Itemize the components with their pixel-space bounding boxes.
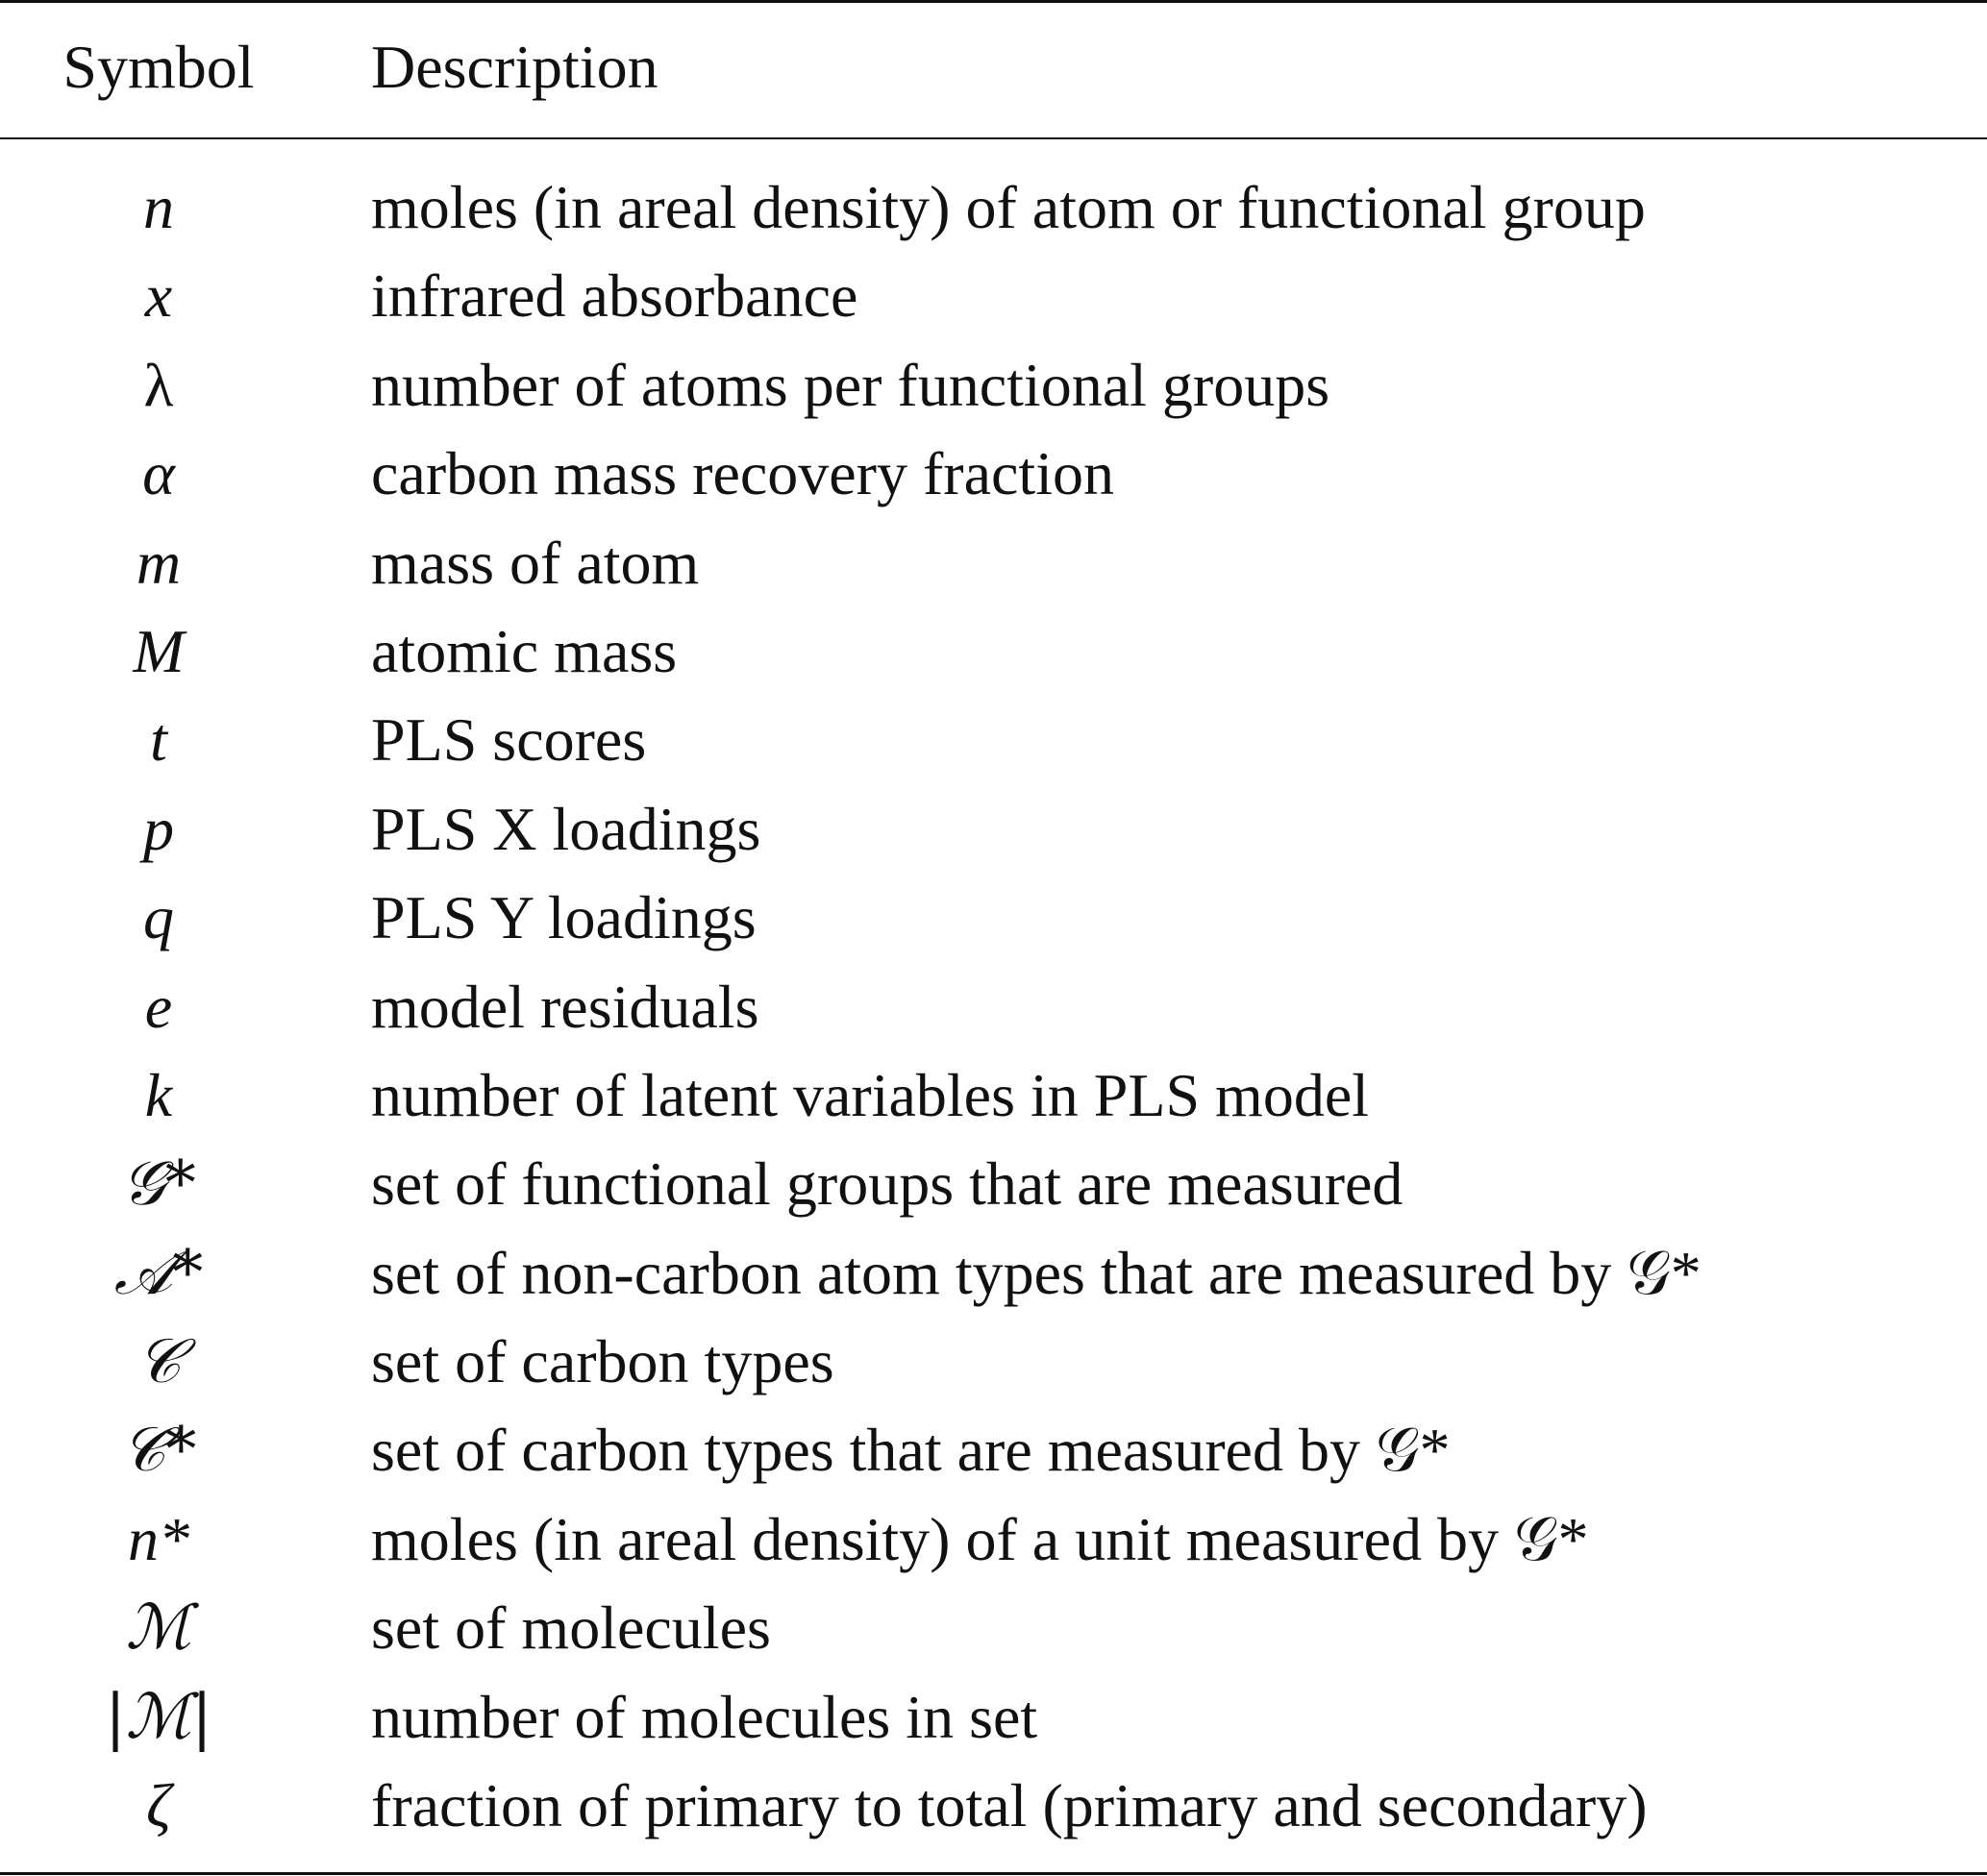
table-row (0, 341, 1987, 430)
symbol-cell: ℳ (125, 1592, 192, 1665)
table-bottom-rule (0, 1872, 1987, 1875)
table-row (0, 252, 1987, 340)
description-cell: mass of atom (371, 528, 700, 597)
description-cell: model residuals (371, 972, 759, 1041)
table-row (0, 1673, 1987, 1762)
symbol-cell: t (150, 705, 167, 775)
table-row (0, 1495, 1987, 1584)
table-row (0, 430, 1987, 518)
table-row (0, 1318, 1987, 1406)
symbol-cell: α (142, 439, 175, 508)
table-top-rule (0, 0, 1987, 3)
table-row (0, 607, 1987, 696)
symbol-cell: e (144, 972, 173, 1041)
description-cell: set of functional groups that are measured (371, 1149, 1403, 1219)
symbol-cell: 𝒞* (120, 1415, 197, 1487)
table-row (0, 519, 1987, 607)
table-row (0, 1229, 1987, 1318)
table-row (0, 696, 1987, 784)
symbol-cell: M (133, 616, 185, 685)
table-row (0, 1051, 1987, 1140)
symbol-cell: 𝒢* (121, 1148, 196, 1221)
symbol-column-header: Symbol (62, 33, 255, 101)
description-cell: set of non-carbon atom types that are measured by 𝒢* (371, 1238, 1701, 1307)
description-cell: PLS scores (371, 705, 647, 775)
description-cell: number of molecules in set (371, 1682, 1038, 1751)
symbol-cell: m (136, 528, 182, 597)
table-row (0, 1140, 1987, 1228)
description-cell: carbon mass recovery fraction (371, 439, 1114, 508)
description-column-header: Description (371, 33, 658, 101)
table-row (0, 1762, 1987, 1850)
table-row (0, 874, 1987, 962)
description-cell: number of latent variables in PLS model (371, 1060, 1369, 1129)
table-row (0, 1406, 1987, 1494)
description-cell: moles (in areal density) of a unit measured by 𝒢* (371, 1504, 1589, 1573)
symbol-cell: n* (128, 1504, 189, 1573)
symbol-cell: λ (143, 350, 174, 419)
table-header-row (0, 19, 1987, 115)
symbol-cell: |ℳ| (105, 1681, 212, 1753)
table-body (0, 163, 1987, 1850)
symbol-cell: 𝒞 (136, 1326, 182, 1398)
table-header-rule (0, 137, 1987, 139)
table-row (0, 963, 1987, 1051)
description-cell: set of carbon types that are measured by 𝒢* (371, 1416, 1451, 1485)
symbol-cell: 𝒜* (113, 1237, 204, 1309)
description-cell: set of carbon types (371, 1327, 834, 1396)
description-cell: fraction of primary to total (primary and secondary) (371, 1771, 1648, 1840)
table-row (0, 163, 1987, 252)
description-cell: PLS Y loadings (371, 883, 757, 952)
symbol-cell: q (143, 883, 174, 952)
symbol-cell: ζ (146, 1771, 171, 1840)
description-cell: atomic mass (371, 616, 678, 685)
description-cell: set of molecules (371, 1593, 771, 1663)
table-row (0, 785, 1987, 874)
description-cell: infrared absorbance (371, 261, 858, 331)
symbol-cell: n (143, 173, 174, 241)
symbol-cell: k (144, 1060, 173, 1129)
symbol-cell: x (144, 261, 173, 331)
description-cell: number of atoms per functional groups (371, 350, 1330, 419)
description-cell: PLS X loadings (371, 794, 761, 863)
symbol-cell: p (143, 794, 174, 863)
description-cell: moles (in areal density) of atom or functional group (371, 173, 1646, 241)
table-row (0, 1584, 1987, 1672)
